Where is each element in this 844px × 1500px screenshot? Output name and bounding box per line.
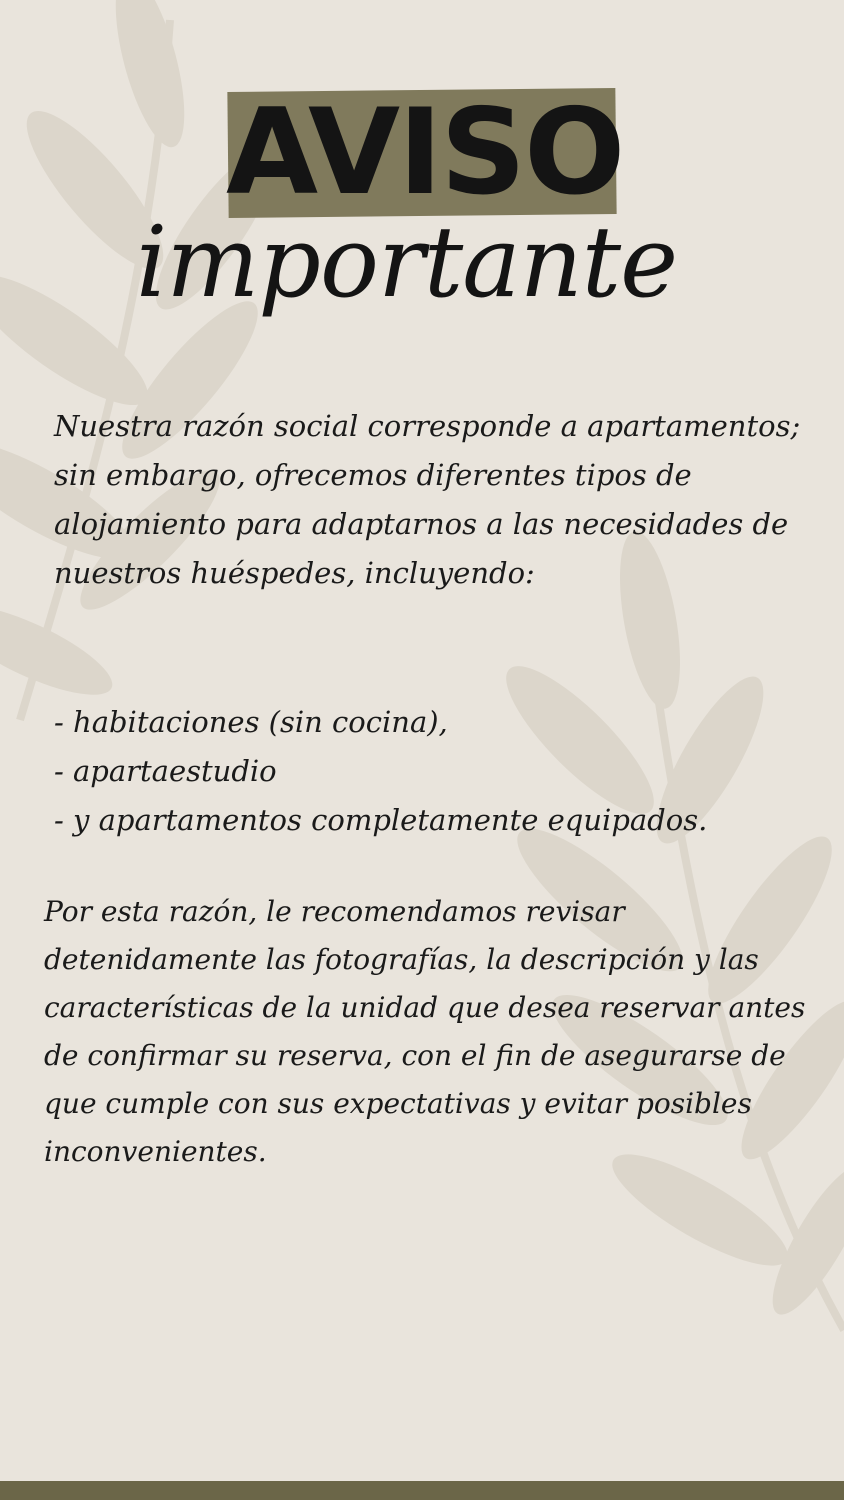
list-item: - y apartamentos completamente equipados. [54, 803, 708, 837]
notice-subtitle: importante [136, 206, 678, 320]
closing-paragraph: Por esta razón, le recomendamos revisar detenidamente las fotografías, la descripción y las características de la unidad que desea reservar antes de confirmar su reserva, con el fin de asegurarse de que cumple con sus expectativas y evitar posibles inconvenientes. [44, 895, 806, 1168]
list-item: - habitaciones (sin cocina), [54, 705, 448, 739]
accommodation-list [54, 698, 814, 845]
notice-title: AVISO [226, 84, 624, 222]
footer-bar [0, 1481, 844, 1500]
intro-paragraph: Nuestra razón social corresponde a apartamentos; sin embargo, ofrecemos diferentes tipos de alojamiento para adaptarnos a las necesidades de nuestros huéspedes, incluyendo: [54, 409, 801, 590]
list-item: - apartaestudio [54, 754, 277, 788]
